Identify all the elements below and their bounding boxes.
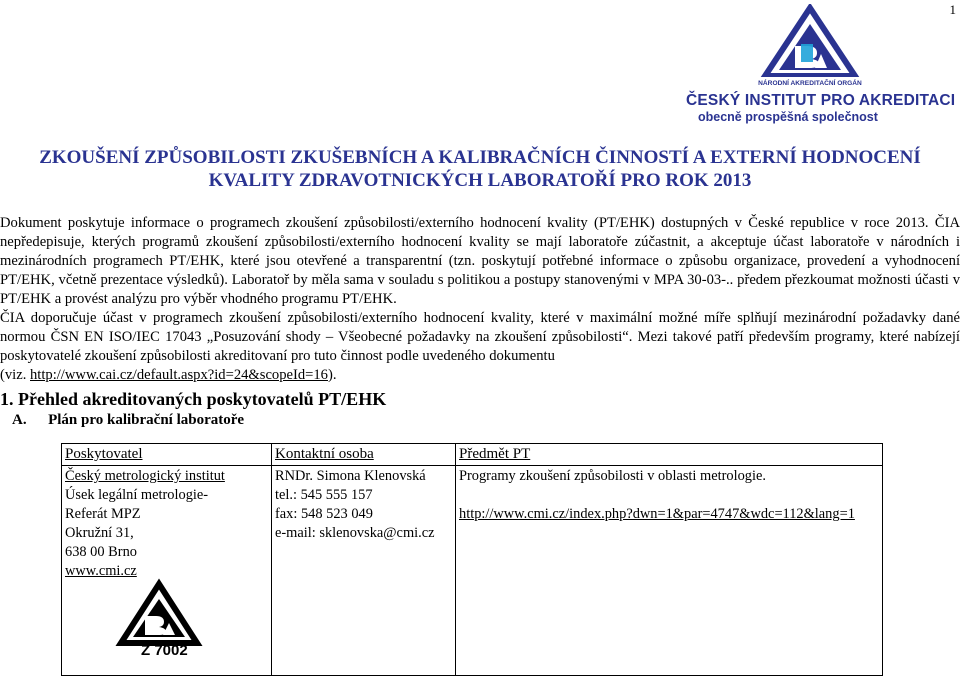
section-heading: 1. Přehled akreditovaných poskytovatelů PT/EHK <box>0 389 387 409</box>
intro-paragraph-3 <box>0 366 960 385</box>
provider-line: Okružní 31, <box>65 525 134 541</box>
title-line-1: ZKOUŠENÍ ZPŮSOBILOSTI ZKUŠEBNÍCH A KALIBRAČNÍCH ČINNOSTÍ A EXTERNÍ HODNOCENÍ <box>39 147 921 168</box>
contact-line: fax: 548 523 049 <box>275 506 373 522</box>
provider-name: Český metrologický institut <box>65 468 225 484</box>
org-name: ČESKÝ INSTITUT PRO AKREDITACI <box>686 92 956 109</box>
contact-cell <box>272 466 456 676</box>
header-contact: Kontaktní osoba <box>272 444 456 466</box>
accreditation-number: Z 7002 <box>141 642 188 659</box>
title-line-2: KVALITY ZDRAVOTNICKÝCH LABORATOŘÍ PRO ROK 2013 <box>208 170 752 191</box>
org-subtitle: obecně prospěšná společnost <box>698 110 878 124</box>
subject-text: Programy zkoušení způsobilosti v oblasti metrologie. <box>459 468 766 484</box>
table-header-row <box>62 444 883 466</box>
logo-text: NÁRODNÍ AKREDITAČNÍ ORGÁN <box>758 80 862 87</box>
intro-text <box>0 214 960 385</box>
cai-scope-link[interactable]: http://www.cai.cz/default.aspx?id=24&scopeId=16 <box>30 367 328 383</box>
contact-line: tel.: 545 555 157 <box>275 487 373 503</box>
provider-line: 638 00 Brno <box>65 544 137 560</box>
header-provider: Poskytovatel <box>62 444 272 466</box>
contact-line: RNDr. Simona Klenovská <box>275 468 426 484</box>
intro-paragraph-2: ČIA doporučuje účast v programech zkoušení způsobilosti/externího hodnocení kvality, které v maximální možné míře splňují mezinárodní požadavky dané normou ČSN EN ISO/IEC 17043 „Posuzování shody – Všeobecné požadavky na zkoušení způsobilosti“. Mezi takové patří především programy, které nabízejí poskytovatelé zkoušení způsobilosti akreditovaní pro tuto činnost podle uvedeného dokumentu <box>0 310 960 364</box>
subsection-title: Plán pro kalibrační laboratoře <box>48 412 245 428</box>
cia-logo <box>755 4 865 94</box>
intro-paragraph-1: Dokument poskytuje informace o programech zkoušení způsobilosti/externího hodnocení kvality (PT/EHK) dostupných v České republice v roce 2013. ČIA nepředepisuje, kterých programů zkoušení způsobilosti/externího hodnocení kvality se mají laboratoře zúčastnit, a akceptuje účast laboratoře v národních i mezinárodních programech PT/EHK, které jsou otevřené a transparentní (tzn. poskytují potřebné informace o způsobu organizace, provedení a vyhodnocení PT/EHK, včetně prezentace výsledků). Laboratoř by měla sama v souladu s politikou a postupy stanovenými v MPA 30-03-.. předem přezkoumat možnosti účasti v PT/EHK a provést analýzu pro výběr vhodného programu PT/EHK. <box>0 215 960 307</box>
intro-ref-prefix: (viz. <box>0 367 30 383</box>
document-title <box>0 146 960 192</box>
intro-ref-suffix: ). <box>327 367 337 383</box>
subject-link[interactable]: http://www.cmi.cz/index.php?dwn=1&par=4747&wdc=112&lang=1 <box>459 506 855 522</box>
provider-web-link[interactable]: www.cmi.cz <box>65 563 137 579</box>
subsection-letter: A. <box>12 412 27 428</box>
subject-cell <box>456 466 883 676</box>
provider-line: Úsek legální metrologie- <box>65 487 209 503</box>
subsection-heading <box>12 412 244 429</box>
provider-line: Referát MPZ <box>65 506 141 522</box>
contact-line: e-mail: sklenovska@cmi.cz <box>275 525 435 541</box>
header-subject: Předmět PT <box>456 444 883 466</box>
page-number: 1 <box>949 2 956 17</box>
